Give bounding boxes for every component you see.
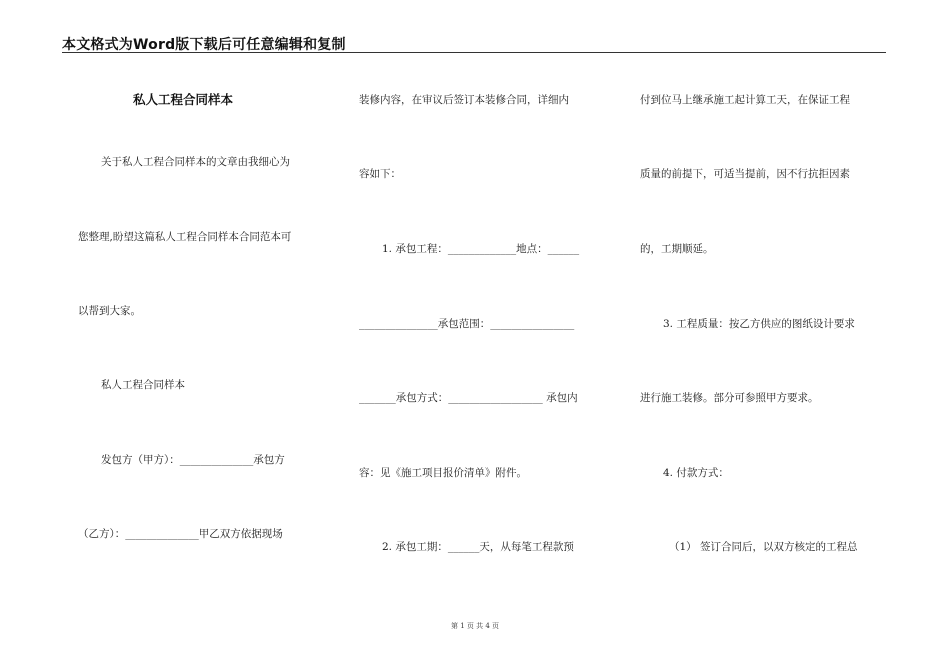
text-line: 容：见《施工项目报价清单》附件。: [359, 467, 527, 479]
text-line: 3. 工程质量：按乙方供应的图纸设计要求: [663, 318, 855, 330]
document-header-text: 本文格式为Word版下载后可任意编辑和复制: [62, 37, 346, 53]
text-line: _______承包方式：__________________ 承包内: [359, 392, 578, 404]
text-line: 装修内容，在审议后签订本装修合同，详细内: [359, 94, 569, 106]
text-line: （乙方）：______________甲乙双方依据现场: [78, 528, 283, 540]
text-line: 1. 承包工程：_____________地点：______: [382, 243, 580, 255]
text-line: 4. 付款方式：: [663, 467, 729, 479]
text-line: （1） 签订合同后，以双方核定的工程总: [669, 541, 858, 553]
text-line: 私人工程合同样本: [101, 379, 185, 391]
text-line: 以帮到大家。: [78, 305, 141, 317]
text-line: 容如下：: [359, 168, 401, 180]
text-line: 进行施工装修。部分可参照甲方要求。: [640, 392, 819, 404]
text-line: 的，工期顺延。: [640, 243, 714, 255]
text-line: 付到位马上继承施工起计算工天，在保证工程: [640, 94, 850, 106]
text-line: 2. 承包工期：______天，从每笔工程款预: [382, 541, 574, 553]
text-line: 关于私人工程合同样本的文章由我细心为: [101, 156, 290, 168]
page-number-footer: 第 1 页 共 4 页: [450, 622, 500, 630]
text-line: 发包方（甲方）：______________承包方: [101, 454, 285, 466]
document-title: 私人工程合同样本: [133, 92, 234, 107]
text-line: _______________承包范围：________________: [359, 318, 575, 330]
text-line: 质量的前提下，可适当提前，因不行抗拒因素: [640, 168, 850, 180]
text-line: 您整理,盼望这篇私人工程合同样本合同范本可: [78, 231, 292, 243]
